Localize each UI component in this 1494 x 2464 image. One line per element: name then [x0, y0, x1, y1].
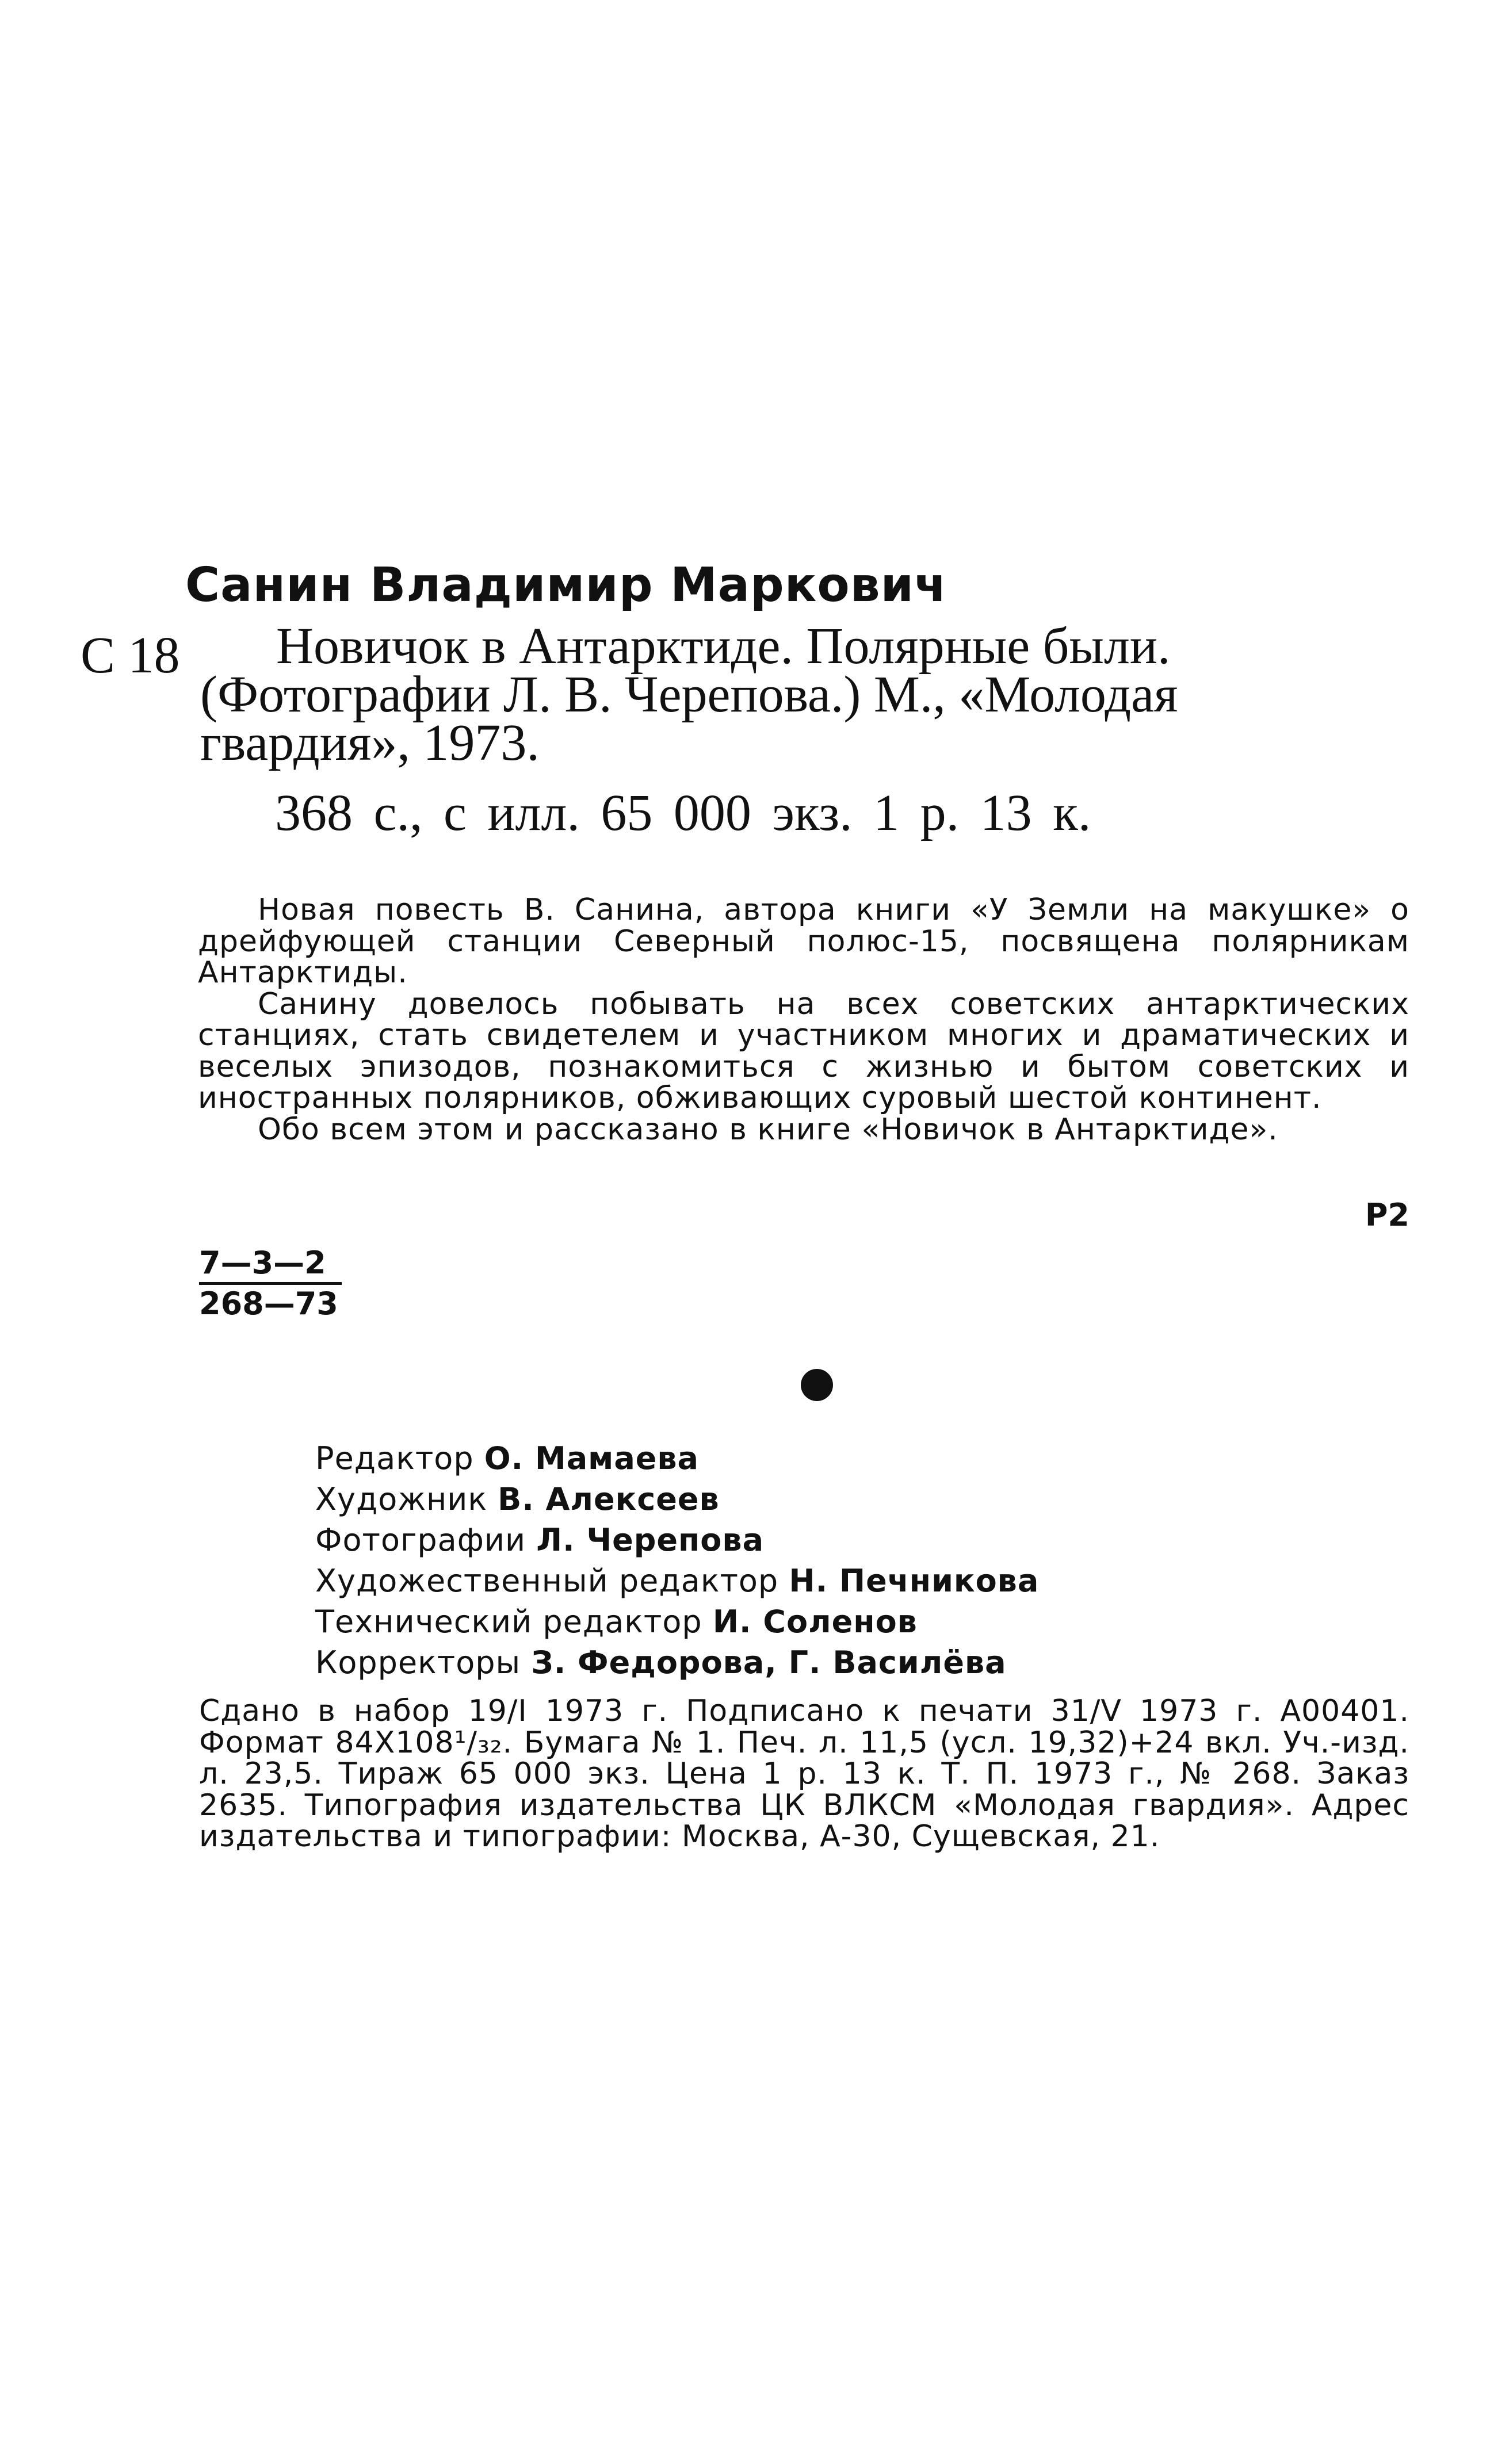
credit-role: Художник: [315, 1481, 487, 1517]
imprint-text: Сдано в набор 19/I 1973 г. Подписано к печати 31/V 1973 г. А00401. Формат 84Х108¹/₃₂. Бумага № 1. Печ. л. 11,5 (усл. 19,32)+24 вкл. Уч.-изд. л. 23,5. Тираж 65 000 экз. Цена 1 р. 13 к. Т. П. 1973 г., № 268. Заказ 2635. Типография издательства ЦК ВЛКСМ «Молодая гвардия». Адрес издательства и типографии: Москва, А-30, Сущевская, 21.: [199, 1694, 1409, 1854]
credit-role: Редактор: [315, 1440, 474, 1476]
credit-row: [315, 1642, 1039, 1683]
publication-code: [199, 1244, 342, 1323]
credit-role: Фотографии: [315, 1522, 526, 1558]
credit-role: Технический редактор: [315, 1604, 702, 1640]
code-denominator: 268—73: [199, 1285, 338, 1322]
annotation: [198, 894, 1409, 1145]
title-line: гвардия», 1973.: [200, 714, 540, 771]
credit-person: О. Мамаева: [484, 1440, 699, 1476]
code-numerator: 7—3—2: [199, 1244, 342, 1285]
credit-row: [315, 1560, 1039, 1601]
credit-row: [315, 1601, 1039, 1642]
imprint-block: [199, 1696, 1409, 1853]
bbk-code: Р2: [1365, 1197, 1409, 1233]
credit-person: В. Алексеев: [498, 1481, 720, 1517]
credit-row: [315, 1520, 1039, 1560]
credit-role: Художественный редактор: [315, 1563, 779, 1599]
credit-row: [315, 1438, 1039, 1479]
credits-list: [315, 1438, 1039, 1683]
author-name: Санин Владимир Маркович: [185, 558, 947, 613]
credit-person: З. Федорова, Г. Василёва: [531, 1644, 1007, 1681]
annotation-paragraph: Санину довелось побывать на всех советских антарктических станциях, стать свидетелем и участником многих и драматических и веселых эпизодов, познакомиться с жизнью и бытом советских и иностранных полярников, обживающих суровый шестой континент.: [198, 986, 1409, 1115]
title-description: [200, 618, 1293, 771]
bullet-divider: [801, 1369, 833, 1401]
credit-role: Корректоры: [315, 1644, 521, 1681]
annotation-paragraph: Новая повесть В. Санина, автора книги «У Земли на макушке» о дрейфующей станции Северный полюс-15, посвящена полярникам Антарктиды.: [198, 893, 1409, 990]
credit-row: [315, 1479, 1039, 1520]
credit-person: Л. Черепова: [536, 1522, 765, 1558]
title-line: (Фотографии Л. В. Черепова.) М., «Молодая: [200, 666, 1178, 723]
title-line: Новичок в Антарктиде. Полярные были.: [276, 618, 1171, 675]
credit-person: Н. Печникова: [789, 1563, 1040, 1599]
annotation-paragraph: Обо всем этом и рассказано в книге «Новичок в Антарктиде».: [258, 1112, 1278, 1147]
extent-line: 368 с., с илл. 65 000 экз. 1 р. 13 к.: [275, 785, 1091, 841]
catalog-index: С 18: [81, 627, 180, 684]
credit-person: И. Соленов: [712, 1604, 918, 1640]
